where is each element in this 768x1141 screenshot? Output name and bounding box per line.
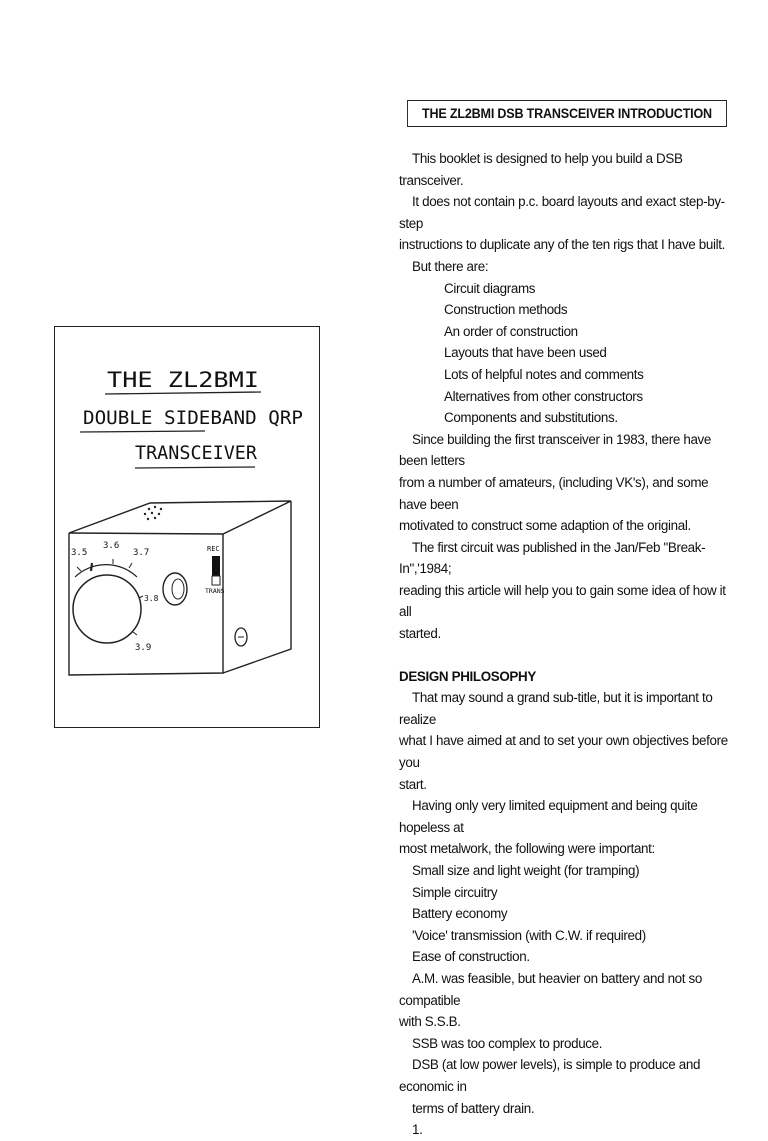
- switch-label-rec: REC: [207, 545, 220, 553]
- underline: [105, 392, 261, 394]
- speaker-grille: [144, 506, 162, 520]
- dial-ticks: [77, 559, 143, 635]
- design-list-item: 'Voice' transmission (with C.W. if required): [412, 927, 646, 943]
- design-ssb-line: SSB was too complex to produce.: [412, 1035, 603, 1051]
- design-dsb-line-2: terms of battery drain.: [412, 1100, 535, 1116]
- intro-list-item: Components and substitutions.: [444, 410, 618, 426]
- design-am-line-1: A.M. was feasible, but heavier on battery and not so compatible: [399, 970, 702, 1008]
- design-list-item: Small size and light weight (for tramping): [412, 863, 640, 878]
- underline: [135, 467, 255, 468]
- dial-label-3-5: 3.5: [71, 548, 88, 558]
- cover-title-line-2: DOUBLE SIDEBAND QRP: [83, 407, 303, 429]
- design-paragraph-2-line-1: Having only very limited equipment and being quite hopeless at: [399, 798, 698, 835]
- intro-list-item: Layouts that have been used: [444, 345, 607, 361]
- dial-label-3-7: 3.7: [133, 548, 150, 558]
- dial-label-3-6: 3.6: [103, 541, 120, 551]
- design-am-line-2: with S.S.B.: [399, 1014, 461, 1030]
- intro-paragraph-2-line-1: It does not contain p.c. board layouts and exact step-by-step: [399, 194, 725, 231]
- intro-list-lead: But there are:: [412, 258, 489, 274]
- rec-trans-switch: [212, 556, 220, 576]
- body-text: [399, 148, 729, 1141]
- intro-paragraph-4-line-3: motivated to construct some adaption of the original.: [399, 518, 691, 534]
- volume-knob: [163, 573, 187, 605]
- intro-paragraph-5-line-1: The first circuit was published in the Jan/Feb "Break-In",'1984;: [399, 539, 706, 577]
- design-paragraph-2-line-2: most metalwork, the following were important:: [399, 841, 655, 857]
- cover-title-line-1: THE ZL2BMI: [107, 368, 259, 392]
- case-outline: [69, 501, 291, 675]
- design-list-item: Battery economy: [412, 906, 508, 922]
- transceiver-drawing: [55, 327, 321, 729]
- cover-title-line-3: TRANSCEIVER: [135, 442, 258, 464]
- design-paragraph-1-line-2: what I have aimed at and to set your own objectives before you: [399, 733, 728, 771]
- page-title: THE ZL2BMI DSB TRANSCEIVER INTRODUCTION: [407, 100, 727, 127]
- intro-paragraph-1: This booklet is designed to help you build a DSB transceiver.: [399, 151, 683, 188]
- intro-list-item: An order of construction: [444, 323, 578, 339]
- design-dsb-line-1: DSB (at low power levels), is simple to produce and economic in: [399, 1057, 701, 1094]
- intro-list-item: Construction methods: [444, 302, 568, 318]
- tuning-dial: [73, 575, 141, 643]
- dial-label-3-8: 3.8: [144, 594, 159, 603]
- dial-pointer: [91, 563, 92, 571]
- switch-label-trans: TRANS: [205, 587, 225, 595]
- intro-list-item: Circuit diagrams: [444, 280, 536, 296]
- knob-cap: [172, 579, 184, 599]
- dial-label-3-9: 3.9: [135, 643, 152, 653]
- section-heading-design-philosophy: DESIGN PHILOSOPHY: [399, 668, 536, 684]
- design-list-item: Simple circuitry: [412, 884, 498, 900]
- design-paragraph-1-line-3: start.: [399, 776, 427, 792]
- intro-list-item: Alternatives from other constructors: [444, 388, 643, 404]
- design-list-item: Ease of construction.: [412, 949, 530, 965]
- intro-paragraph-4-line-1: Since building the first transceiver in 1983, there have been letters: [399, 431, 711, 469]
- intro-paragraph-5-line-3: started.: [399, 626, 441, 642]
- intro-paragraph-4-line-2: from a number of amateurs, (including VK's), and some have been: [399, 474, 709, 512]
- underline: [80, 431, 205, 432]
- design-paragraph-1-line-1: That may sound a grand sub-title, but it is important to realize: [399, 690, 713, 727]
- intro-paragraph-2-line-2: instructions to duplicate any of the ten rigs that I have built.: [399, 237, 725, 253]
- intro-paragraph-5-line-2: reading this article will help you to gain some idea of how it all: [399, 582, 726, 620]
- switch-slot: [212, 576, 220, 585]
- page-number: 1.: [412, 1122, 423, 1138]
- intro-list-item: Lots of helpful notes and comments: [444, 366, 644, 382]
- cover-illustration: [54, 326, 320, 728]
